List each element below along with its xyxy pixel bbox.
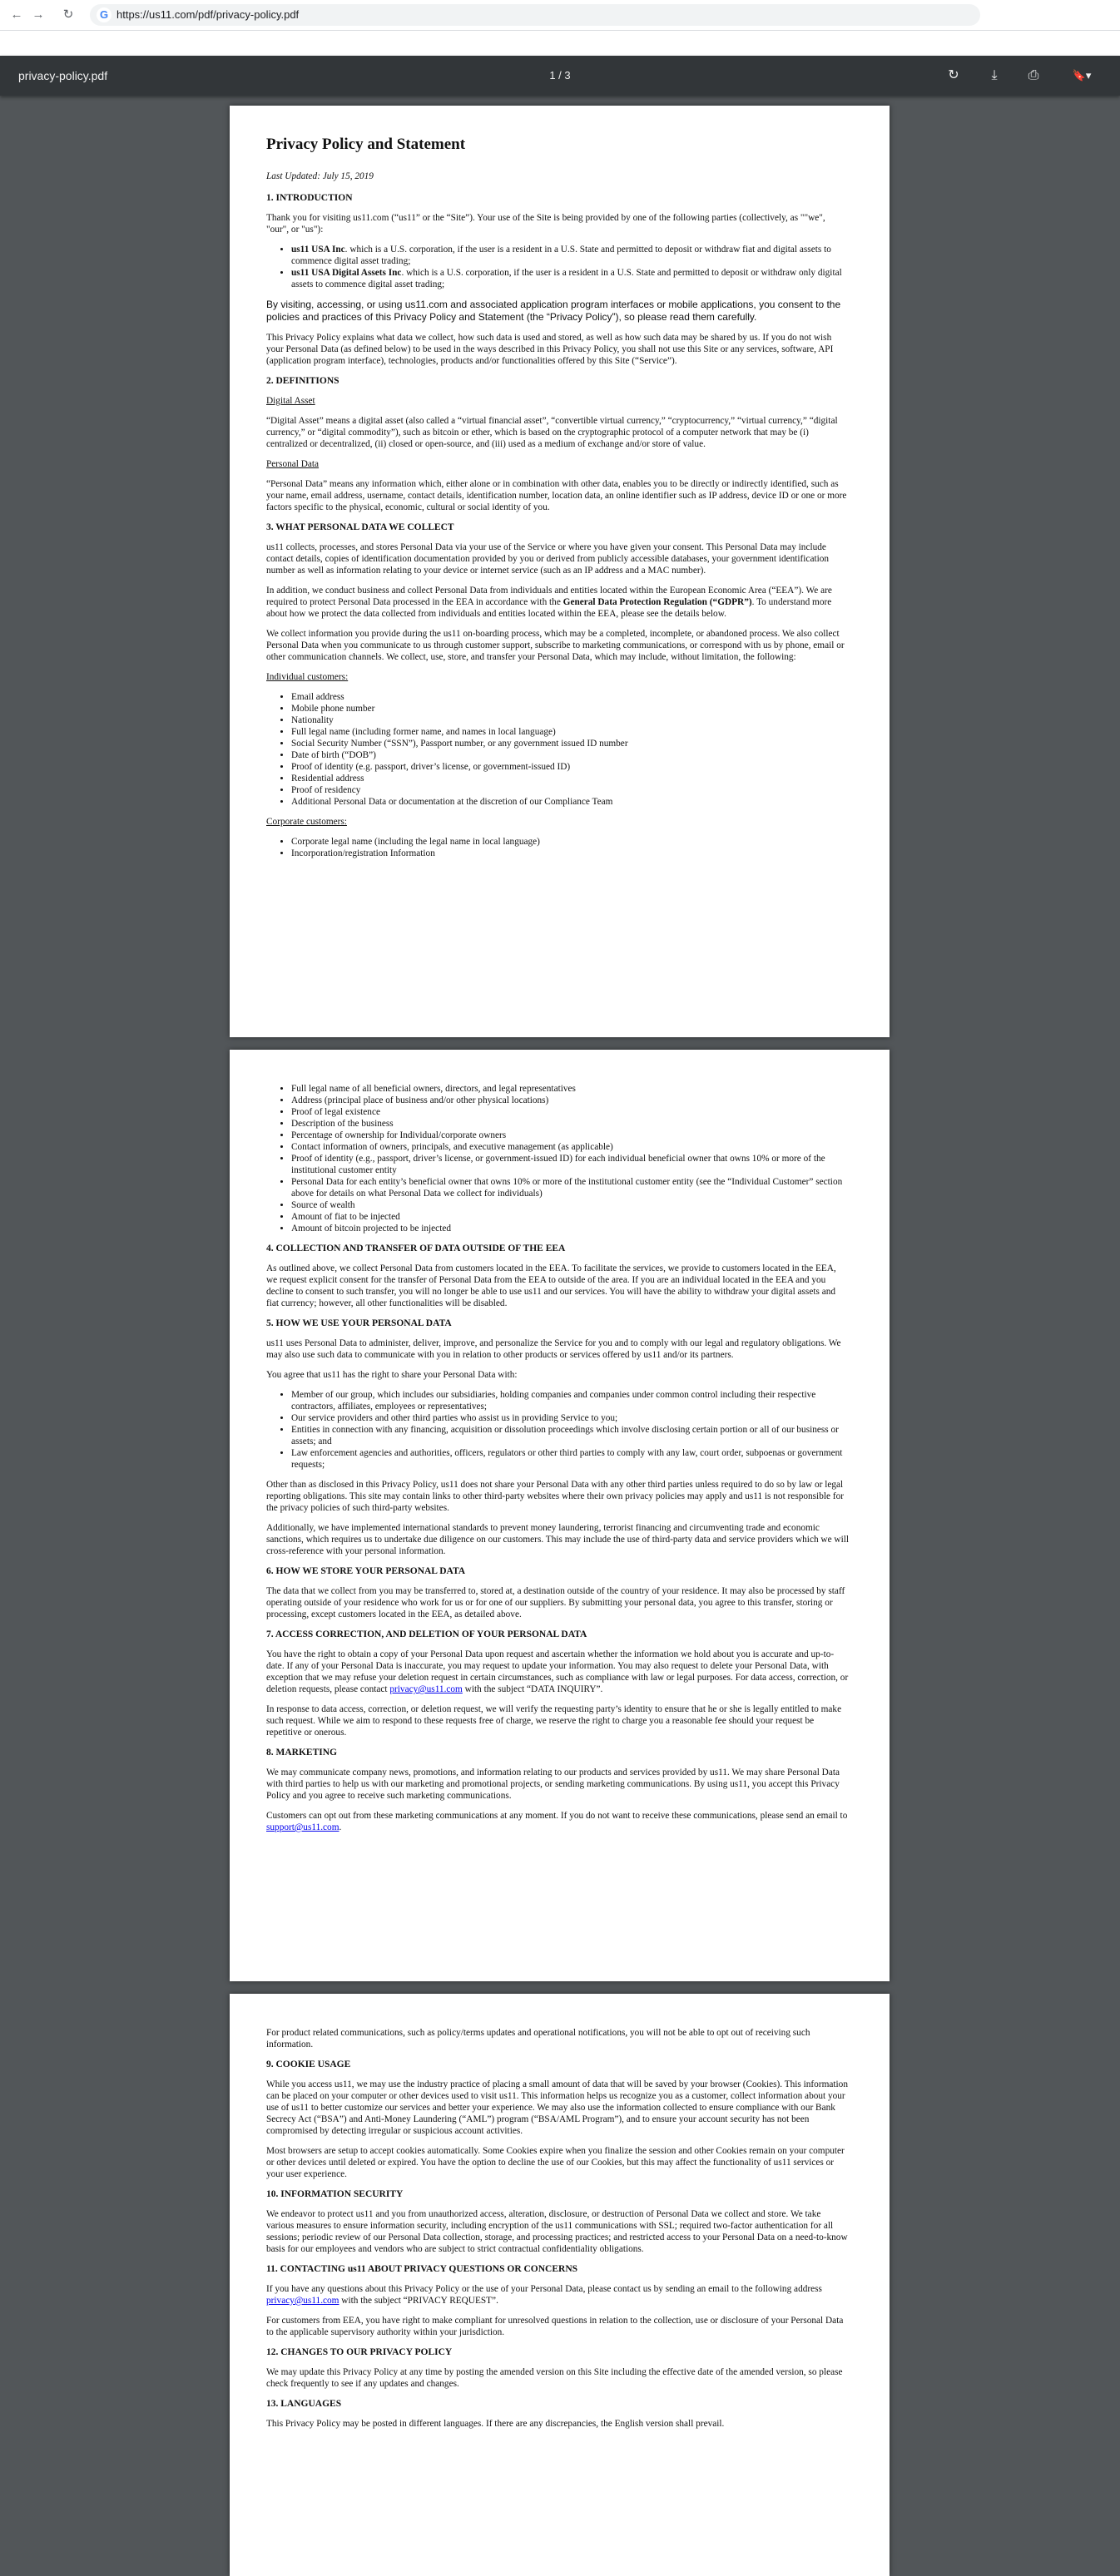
entity-text: . which is a U.S. corporation, if the user is a resident in a U.S. State and permitted to deposit or withdraw only digital assets to commence digital asset trading; <box>291 268 842 289</box>
subheading: Personal Data <box>266 459 320 469</box>
page-1-content <box>266 136 849 868</box>
url-text[interactable]: https://us11.com/pdf/privacy-policy.pdf <box>116 8 300 21</box>
list-item: • Full legal name of all beneficial owners, directors, and legal representatives <box>291 1083 849 1095</box>
paragraph: For customers from EEA, you have right to make compliant for unresolved questions in relation to the collection, use or disclosure of your Personal Data to the applicable supervisory authority within your jurisdiction. <box>266 2316 844 2337</box>
rotate-icon[interactable]: ↻ <box>948 68 959 82</box>
list-item: • Amount of bitcoin projected to be injected <box>291 1223 849 1234</box>
browser-toolbar <box>0 0 1120 31</box>
back-arrow-icon[interactable]: ← <box>10 7 23 22</box>
section-heading: 6. HOW WE STORE YOUR PERSONAL DATA <box>266 1566 466 1576</box>
text-run: You have the right to obtain a copy of your Personal Data upon request and ascertain whether the information we hold about you is accurate and up-to-date. If any of your Personal Data is inaccurate, you may request to update your information. You may also request to delete your Personal Data, with exception that we may refuse your deletion request in certain circumstances, such as compliance with law or legal purposes. For data access, correction, or deletion requests, please contact <box>266 1649 849 1694</box>
list-item: • Residential address <box>291 773 849 784</box>
text-run: In addition, we conduct business and collect Personal Data from individuals and entities located within the European Economic Area (“EEA”). We are required to protect Personal Data processed in the EEA in accordance with the <box>266 586 832 607</box>
paragraph: “Digital Asset” means a digital asset (also called a “virtual financial asset”, “convertible virtual currency,” “cryptocurrency,” “virtual currency,” “digital currency,” or “digital commodity”), such as bitcoin or ether, which is based on the cryptographic protocol of a computer network that may be (i) centralized or decentralized, (ii) closed or open-source, and (iii) used as a medium of exchange and/or store of value. <box>266 416 838 449</box>
list-item: • Full legal name (including former name, and names in local language) <box>291 726 849 738</box>
site-icon: G <box>97 7 112 22</box>
list-item: • Social Security Number (“SSN”), Passport number, or any government issued ID number <box>291 738 849 749</box>
corporate-list <box>266 836 849 859</box>
section-heading: 9. COOKIE USAGE <box>266 2059 351 2069</box>
page-2-content <box>266 1083 849 1842</box>
paragraph: For product related communications, such as policy/terms updates and operational notifications, you will not be able to opt out of receiving such information. <box>266 2028 810 2049</box>
list-item: • Proof of legal existence <box>291 1106 849 1118</box>
download-icon[interactable]: ⤓ <box>991 68 998 82</box>
paragraph: us11 uses Personal Data to administer, deliver, improve, and personalize the Service for you and to comply with our legal and regulatory obligations. We may also use such data to communicate with you in relation to other products or services offered by us11 and/or its partners. <box>266 1338 841 1360</box>
pdf-filename: privacy-policy.pdf <box>18 69 108 82</box>
sharing-list <box>266 1389 849 1471</box>
list-item: • Proof of identity (e.g. passport, driver’s license, or government-issued ID) <box>291 761 849 773</box>
corporate-list-continued <box>266 1083 849 1234</box>
paragraph: Additionally, we have implemented international standards to prevent money laundering, terrorist financing and circumventing trade and economic sanctions, which requires us to undertake due diligence on our customers. This may include the use of third-party data and service providers which we will cross-reference with your personal information. <box>266 1523 850 1556</box>
list-item: • Description of the business <box>291 1118 849 1130</box>
section-heading: 3. WHAT PERSONAL DATA WE COLLECT <box>266 522 454 532</box>
text-run: . To understand more about how we protect the data collected from individuals and entities located within the EEA, please see the details below. <box>266 597 832 619</box>
list-item: • Member of our group, which includes our subsidiaries, holding companies and companies under common control including their respective contractors, affiliates, employees or representatives; <box>291 1389 849 1412</box>
list-item: • Proof of residency <box>291 784 849 796</box>
subheading: Individual customers: <box>266 672 349 682</box>
pdf-page-1 <box>230 106 890 1037</box>
list-item: • Mobile phone number <box>291 703 849 714</box>
paragraph: We endeavor to protect us11 and you from unauthorized access, alteration, disclosure, or destruction of Personal Data we collect and store. We take various measures to ensure information security, including encryption of the us11 communications with SSL; required two-factor authentication for all sessions; periodic review of our Personal Data collection, storage, and processing practices; and restricted access to your Personal Data on a need-to-know basis for our employees and vendors who are subject to strict contractual confidentiality obligations. <box>266 2209 848 2254</box>
list-item: • Address (principal place of business and/or other physical locations) <box>291 1095 849 1106</box>
section-heading: 2. DEFINITIONS <box>266 376 339 386</box>
text-run: with the subject “DATA INQUIRY”. <box>462 1684 603 1694</box>
list-item: • Date of birth (“DOB”) <box>291 749 849 761</box>
list-item: • Amount of fiat to be injected <box>291 1211 849 1223</box>
list-item: • Personal Data for each entity’s beneficial owner that owns 10% or more of the institutional customer entity (see the “Individual Customer” section above for details on what Personal Data we collect for individuals) <box>291 1176 849 1199</box>
section-heading: 1. INTRODUCTION <box>266 193 353 203</box>
paragraph: You agree that us11 has the right to share your Personal Data with: <box>266 1370 518 1380</box>
paragraph <box>266 585 849 620</box>
paragraph: Other than as disclosed in this Privacy Policy, us11 does not share your Personal Data with any other third parties unless required to do so by law or legal reporting obligations. This site may contain links to other third-party websites where their own privacy policies may apply and us11 is not responsible for the privacy policies of such third-party websites. <box>266 1480 844 1513</box>
privacy-email-link[interactable]: privacy@us11.com <box>266 2296 339 2306</box>
list-item: • Entities in connection with any financing, acquisition or dissolution proceedings which involve disclosing certain portion or all of our business or assets; and <box>291 1424 849 1447</box>
paragraph: By visiting, accessing, or using us11.com and associated application program interfaces or mobile applications, you consent to the policies and practices of this Privacy Policy and Statement (the “Privacy Policy”), so please read them carefully. <box>266 299 841 323</box>
list-item: • Our service providers and other third parties who assist us in providing Service to you; <box>291 1412 849 1424</box>
page-3-content <box>266 2027 849 2438</box>
bookmark-icon[interactable]: 🔖▾ <box>1072 69 1092 82</box>
address-bar[interactable] <box>90 4 980 26</box>
subheading: Digital Asset <box>266 396 315 406</box>
section-heading: 4. COLLECTION AND TRANSFER OF DATA OUTSIDE OF THE EEA <box>266 1244 566 1253</box>
section-heading: 10. INFORMATION SECURITY <box>266 2189 404 2199</box>
individual-list <box>266 691 849 808</box>
list-item: • Corporate legal name (including the legal name in local language) <box>291 836 849 848</box>
list-item: • Additional Personal Data or documentation at the discretion of our Compliance Team <box>291 796 849 808</box>
gdpr-bold: General Data Protection Regulation (“GDPR”) <box>562 597 752 607</box>
list-item: • Proof of identity (e.g., passport, driver’s license, or government-issued ID) for each individual beneficial owner that owns 10% or more of the institutional customer entity <box>291 1153 849 1176</box>
entity-list <box>266 244 849 290</box>
paragraph: We may communicate company news, promotions, and information relating to our products and services provided by us11. We may share Personal Data with third parties to help us with our marketing and promotional projects, or sending marketing communications. By using us11, you accept this Privacy Policy and you agree to receive such marketing communications. <box>266 1768 840 1801</box>
paragraph: us11 collects, processes, and stores Personal Data via your use of the Service or where you have given your consent. This Personal Data may include contact details, copies of identification documentation provided by you or derived from publicly accessible databases, your government identification number as well as information relating to your device or internet service (such as an IP address and a MAC number). <box>266 542 830 576</box>
paragraph: As outlined above, we collect Personal Data from customers located in the EEA. To facilitate the services, we provide to customers located in the EEA, we request explicit consent for the transfer of Personal Data from the EEA to outside of the area. If you are an individual located in the EEA and you decline to consent to such transfer, you will no longer be able to use us11 and our services. You will have the ability to withdraw your digital assets and fiat currency; however, all other functionalities will be disabled. <box>266 1263 836 1308</box>
paragraph: “Personal Data” means any information which, either alone or in combination with other data, enables you to be directly or indirectly identified, such as your name, email address, username, contact details, identification number, location data, an online identifier such as IP address, device ID or one or more factors specific to the physical, economic, cultural or social identity of you. <box>266 479 847 512</box>
entity-name: us11 USA Inc <box>291 245 345 255</box>
list-item: • Incorporation/registration Information <box>291 848 849 859</box>
list-item: • Source of wealth <box>291 1199 849 1211</box>
pdf-page-2 <box>230 1050 890 1981</box>
text-run: Customers can opt out from these marketing communications at any moment. If you do not want to receive these communications, please send an email to <box>266 1811 848 1821</box>
section-heading: 8. MARKETING <box>266 1748 337 1758</box>
paragraph: While you access us11, we may use the industry practice of placing a small amount of data that will be saved by your browser (Cookies). This information can be placed on your computer or other devices used to visit us11. This information helps us recognize you as a customer, collect information about your use of us11 to better customize our services and better your experience. We may also use the information collected to ensure compliance with our Bank Secrecy Act (“BSA”) and Anti-Money Laundering (“AML”) program (“BSA/AML Program”), and to ensure your account security has not been compromised by detecting irregular or suspicious account activities. <box>266 2079 848 2136</box>
entity-text: . which is a U.S. corporation, if the user is a resident in a U.S. State and permitted to deposit or withdraw fiat and digital assets to commence digital asset trading; <box>291 245 831 266</box>
list-item: • Law enforcement agencies and authorities, officers, regulators or other third parties to comply with any law, court order, subpoenas or government requests; <box>291 1447 849 1471</box>
subheading: Corporate customers: <box>266 817 347 827</box>
entity-name: us11 USA Digital Assets Inc <box>291 268 402 278</box>
section-heading: 12. CHANGES TO OUR PRIVACY POLICY <box>266 2347 453 2357</box>
list-item <box>291 267 849 290</box>
section-heading: 7. ACCESS CORRECTION, AND DELETION OF YOUR PERSONAL DATA <box>266 1629 587 1639</box>
pdf-toolbar <box>0 56 1120 96</box>
document-title: Privacy Policy and Statement <box>266 136 466 153</box>
support-email-link[interactable]: support@us11.com <box>266 1822 339 1832</box>
paragraph: We collect information you provide during the us11 on-boarding process, which may be a completed, incomplete, or abandoned process. We also collect Personal Data when you communicate to us through customer support, subscribe to marketing communications, or correspond with us by phone, email or other communication channels. We collect, use, store, and transfer your Personal Data, which may include, without limitation, the following: <box>266 629 845 662</box>
section-heading: 5. HOW WE USE YOUR PERSONAL DATA <box>266 1318 452 1328</box>
reload-icon[interactable]: ↻ <box>62 7 74 22</box>
paragraph: Most browsers are setup to accept cookies automatically. Some Cookies expire when you finalize the session and other Cookies remain on your computer or other devices until deleted or expired. You have the option to decline the use of our Cookies, but this may affect the functionality of us11 services or your user experience. <box>266 2146 845 2179</box>
privacy-email-link[interactable]: privacy@us11.com <box>389 1684 463 1694</box>
list-item <box>291 244 849 267</box>
paragraph: This Privacy Policy explains what data we collect, how such data is used and stored, as well as how such data may be shared by us. If you do not wish your Personal Data (as defined below) to be used in the ways described in this Privacy Policy, you shall not use this Site or any services, software, API (application program interface), technologies, products and/or functionalities offered by this Site (“Service”). <box>266 333 834 366</box>
paragraph <box>266 2283 849 2307</box>
forward-arrow-icon[interactable]: → <box>32 7 45 22</box>
list-item: • Percentage of ownership for Individual/corporate owners <box>291 1130 849 1141</box>
text-run: . <box>339 1822 342 1832</box>
list-item: • Nationality <box>291 714 849 726</box>
paragraph: We may update this Privacy Policy at any time by posting the amended version on this Site including the effective date of the amended version, so please check frequently to see if any updates and changes. <box>266 2367 843 2389</box>
paragraph: Thank you for visiting us11.com (“us11” or the “Site”). Your use of the Site is being provided by one of the following parties (collectively, as ""we", "our", or "us"): <box>266 213 825 235</box>
section-heading: 13. LANGUAGES <box>266 2399 342 2409</box>
print-icon[interactable]: ⎙ <box>1028 68 1039 82</box>
paragraph <box>266 1810 849 1833</box>
list-item: • Email address <box>291 691 849 703</box>
page-indicator[interactable]: 1 / 3 <box>549 69 571 82</box>
paragraph: In response to data access, correction, or deletion request, we will verify the requesting party’s identity to ensure that he or she is legally entitled to make such request. While we aim to respond to these requests free of charge, we reserve the right to charge you a reasonable fee should your request be repetitive or onerous. <box>266 1704 842 1738</box>
browser-spacer <box>0 31 1120 56</box>
last-updated: Last Updated: July 15, 2019 <box>266 171 374 181</box>
text-run: If you have any questions about this Privacy Policy or the use of your Personal Data, please contact us by sending an email to the following address <box>266 2284 822 2294</box>
paragraph <box>266 1649 849 1695</box>
list-item: • Contact information of owners, principals, and executive management (as applicable) <box>291 1141 849 1153</box>
section-heading: 11. CONTACTING us11 ABOUT PRIVACY QUESTIONS OR CONCERNS <box>266 2264 578 2274</box>
text-run: with the subject “PRIVACY REQUEST”. <box>339 2296 498 2306</box>
paragraph: The data that we collect from you may be transferred to, stored at, a destination outside of the country of your residence. It may also be processed by staff operating outside of your residence who work for us or for one of our suppliers. By submitting your personal data, you agree to this transfer, storing or processing, except customers located in the EEA, as detailed above. <box>266 1586 845 1619</box>
paragraph: This Privacy Policy may be posted in different languages. If there are any discrepancies, the English version shall prevail. <box>266 2419 725 2429</box>
pdf-page-3 <box>230 1994 890 2576</box>
